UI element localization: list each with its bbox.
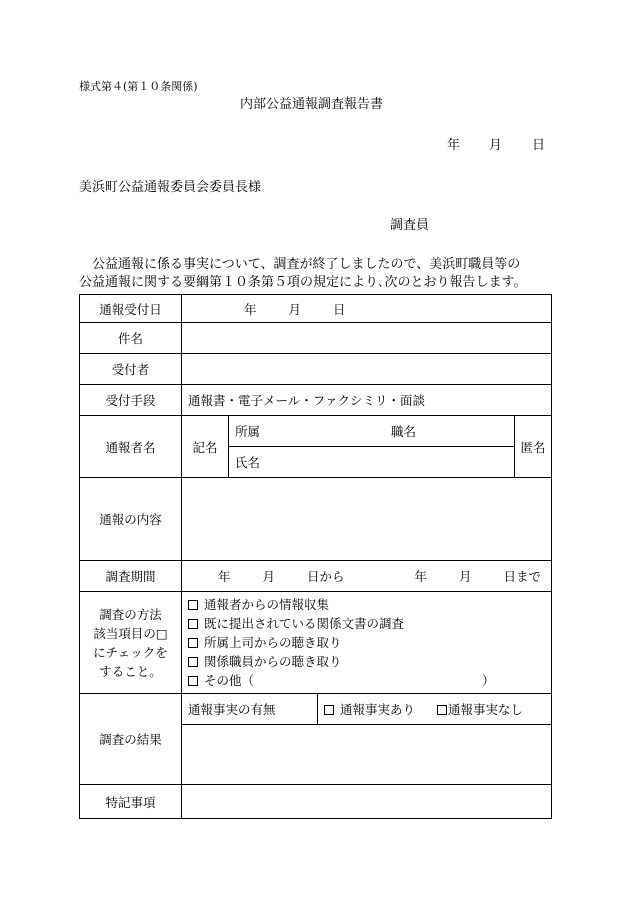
checkbox[interactable] [188,638,198,648]
period-from-month: 月 [262,569,276,584]
period-value[interactable] [182,561,552,592]
row-content [80,478,552,561]
checkbox[interactable] [188,619,198,629]
period-to-month: 月 [459,569,472,584]
received-day-label: 日 [333,301,346,317]
name-label: 氏名 [235,455,261,470]
period-to-day: 日まで [503,569,542,584]
date-year-label: 年 [447,138,461,153]
checkbox[interactable] [188,600,198,610]
result-label: 調査の結果 [80,694,182,785]
method-option-1[interactable] [188,595,551,614]
method-label-line-1: 調査の方法 [99,606,162,622]
period-label: 調査期間 [80,561,182,592]
row-remarks [80,785,552,819]
investigation-method-label [80,592,182,694]
method-option-label: 通報者からの情報収集 [204,597,330,612]
checkbox[interactable] [324,705,334,715]
method-label: 受付手段 [80,385,182,416]
method-option-3[interactable] [188,633,551,652]
method-option-2[interactable] [188,614,551,633]
investigation-method-options [182,592,552,694]
row-period [80,561,552,592]
content-label: 通報の内容 [80,478,182,561]
option-fact-yes[interactable] [324,702,415,717]
row-subject [80,323,552,354]
received-date-label: 通報受付日 [80,295,182,323]
period-from-day: 日から [307,569,345,584]
receiver-field[interactable] [182,354,552,385]
checkbox[interactable] [437,705,447,715]
remarks-field[interactable] [182,785,552,819]
period-from-year: 年 [218,569,231,584]
name-cell[interactable] [229,447,515,478]
report-table [79,294,552,819]
subject-field[interactable] [182,323,552,354]
date-month-label: 月 [489,138,503,153]
method-option-label: 既に提出されている関係文書の調査 [204,616,405,631]
received-month-label: 月 [288,301,302,317]
option-fact-no[interactable] [437,702,523,717]
result-field[interactable] [182,725,552,785]
method-option-label: 所属上司からの聴き取り [204,635,342,650]
affiliation-cell[interactable] [229,416,515,447]
investigator-label: 調査員 [390,218,430,233]
content-field[interactable] [182,478,552,561]
row-investigation-method [80,592,552,694]
named-label[interactable]: 記名 [182,416,229,478]
method-options[interactable]: 通報書・電子メール・ファクシミリ・面談 [182,385,552,416]
row-received-date [80,295,552,323]
period-to-year: 年 [414,569,428,584]
row-reporter-affiliation [80,416,552,447]
method-option-label: 関係職員からの聴き取り [204,654,342,669]
method-label-line-2: 該当項目の□ [93,625,168,641]
addressee: 美浜町公益通報委員会委員長様 [79,180,262,195]
subject-label: 件名 [80,323,182,354]
checkbox[interactable] [188,657,198,667]
row-receiver [80,354,552,385]
received-date-value[interactable] [182,295,552,323]
option-fact-no-label: 通報事実なし [448,702,524,717]
date-day-label: 日 [532,138,546,153]
position-label: 職名 [391,424,417,439]
document-title: 内部公益通報調査報告書 [240,97,384,112]
affiliation-label: 所属 [235,424,261,439]
remarks-label: 特記事項 [80,785,182,819]
reporter-label: 通報者名 [80,416,182,478]
checkbox[interactable] [188,676,198,686]
row-result-fact [80,694,552,725]
fact-options [318,694,552,725]
method-label-line-4: すること。 [99,663,162,679]
other-close-paren: ） [482,673,495,688]
form-number: 様式第４(第１０条関係) [79,80,198,93]
method-label-line-3: にチェックを [93,644,168,660]
row-method [80,385,552,416]
option-fact-yes-label: 通報事実あり [340,702,416,717]
method-option-5[interactable] [188,671,551,690]
method-option-label: その他（ [204,673,255,688]
method-option-4[interactable] [188,652,551,671]
body-text-line-2: 公益通報に関する要綱第１０条第５項の規定により､次のとおり報告します。 [79,275,527,290]
receiver-label: 受付者 [80,354,182,385]
fact-label: 通報事実の有無 [182,694,318,725]
received-year-label: 年 [244,301,257,317]
anonymous-label[interactable]: 匿名 [515,416,552,478]
body-text-line-1: 公益通報に係る事実について、調査が終了しましたので、美浜町職員等の [92,257,521,272]
